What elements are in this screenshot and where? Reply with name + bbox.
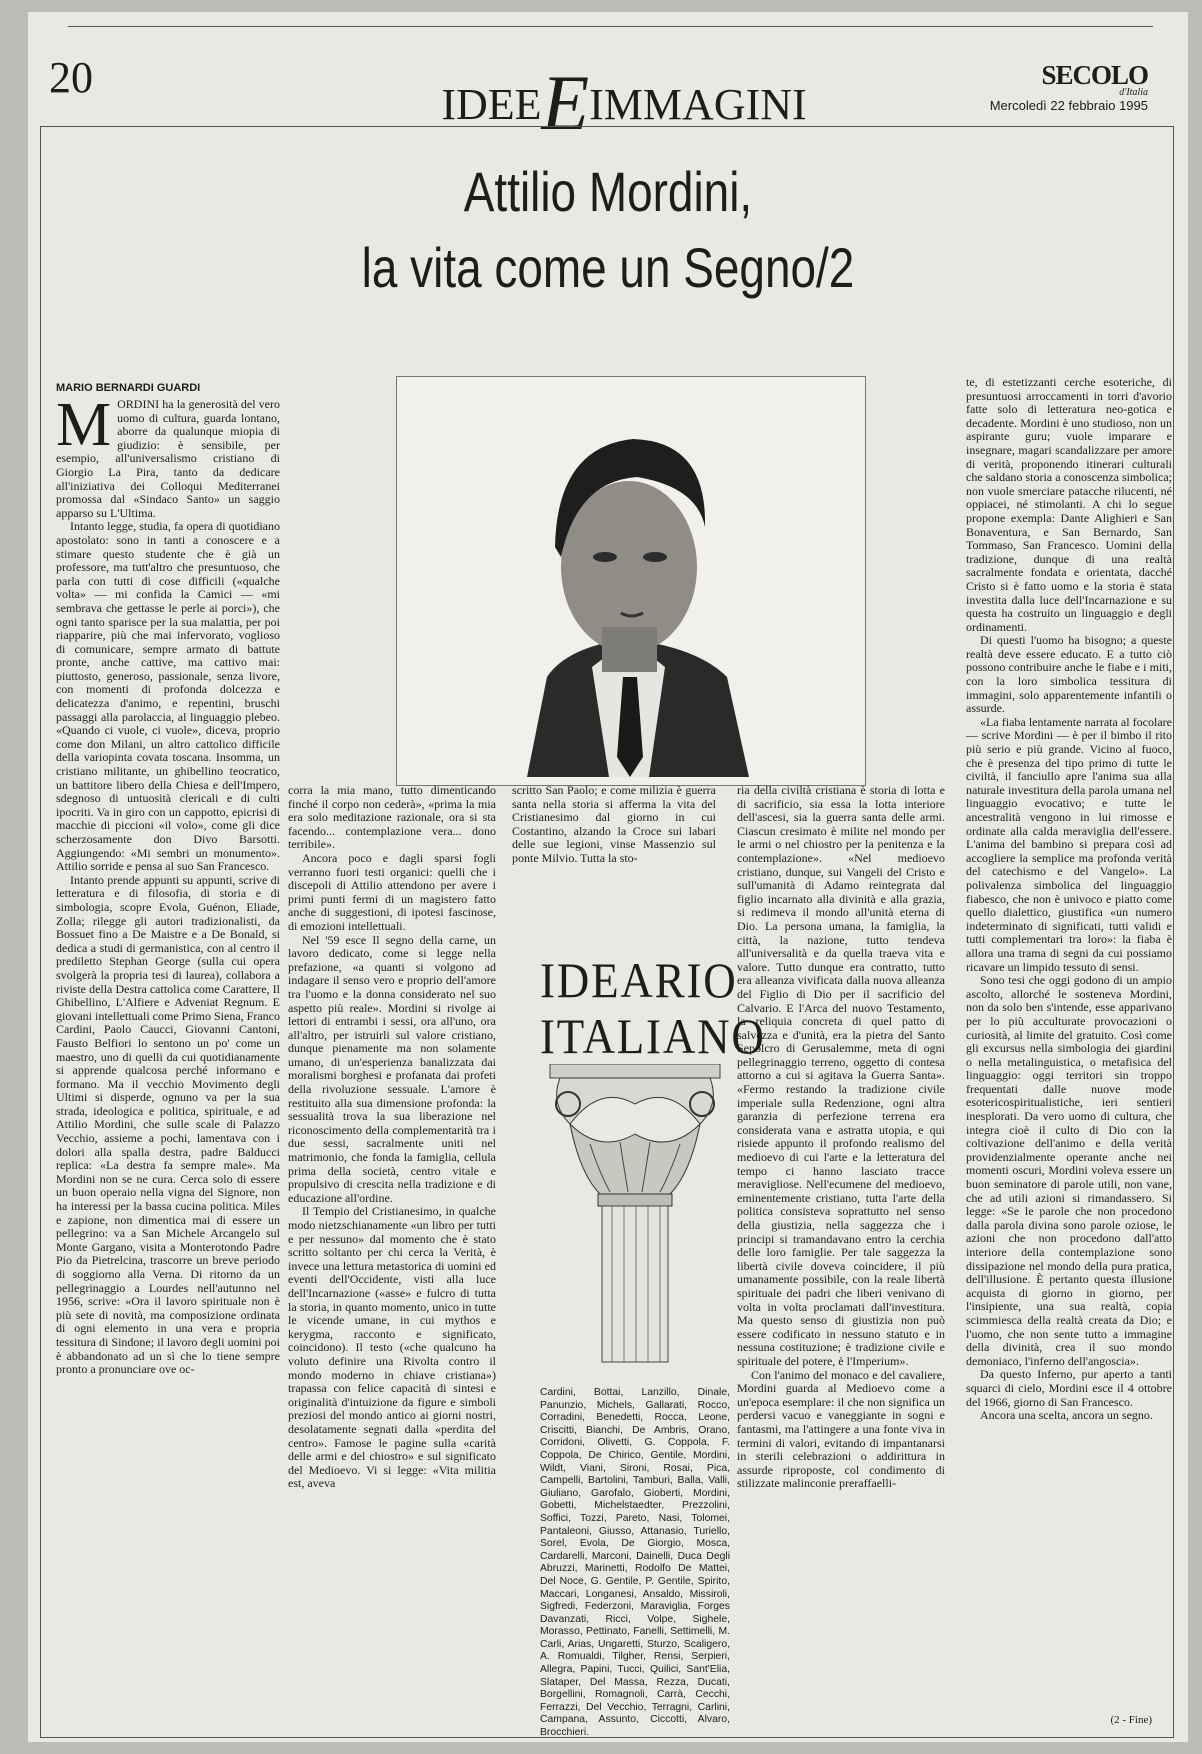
- col5-paragraph-6: Ancora una scelta, ancora un segno.: [980, 1408, 1153, 1423]
- col5-paragraph-1: te, di estetizzanti cerche esoteriche, di presuntuosi arroccamenti in torri d'avorio fatte solo di letteratura neo-gotica e decadente. Mordini è uno studioso, non un aspirante guru; vuole imparare e insegnare, magari scandalizzare per amore di verità, proponendo itinerari culturali che saldano storia a conoscenza simbolica; non vuole smerciare patacche rilucenti, né oppiacei, né stimolanti. A chi lo segue propone exempla: Dante Alighieri e San Bonaventura, e San Bernardo, San Tommaso, San Francesco. Uomini della tradizione, dunque di una realtà sacralmente fondata e orientata, dacché Cristo si è fatto uomo e la storia è stata investita dalla luce dell'Incarnazione e su questa ha costruito un linguaggio e degli ordinamenti.: [966, 376, 1172, 634]
- portrait-image: [397, 377, 865, 785]
- col5-paragraph-4: Sono tesi che oggi godono di un ampio ascolto, allorché le sosteneva Mordini, non da solo ben s'intende, esse apparivano per lo più acculturate provocazioni o curiosità, al limite del gratuito. Così come gli excursus nella simbologia dei giardini o nella metalinguistica, o metafisica del linguaggio: oggi territori sin troppo frequentati dalle nuove mode esotericospiritualistiche, ieri sentieri inesplorati. Da vero uomo di cultura, che integra cioè il culto di Dio con la coltivazione dell'animo e della verità providenzialmente operante anche nei momenti oscuri, Mordini voleva essere un buon seminatore di parole utili, non vane, che ad utili azioni si rimandassero. Si legge: «Se le parole che non procedono dalla parola divina sono parole oziose, le azioni che non procedono dall'atto interiore della contemplazione sono dissipazione nel mondo della pura pratica, dell'illusione. È pertanto questa illusione acquista di giorno in giorno, per l'insipiente, una sua realtà, copia scimmiesca della realtà creata da Dio; e l'uomo, che non sente tutto a immagine della divinità, crea il suo mondo demoniaco, l'inferno dell'angoscia».: [966, 973, 1172, 1368]
- byline: MARIO BERNARDI GUARDI: [56, 382, 201, 394]
- col2-paragraph-1: corra la mia mano, tutto dimenticando finché il corpo non cederà», «prima la mia era solo meditazione razionale, ora si sta facendo... contemplazione vera... dono terribile».: [288, 784, 496, 852]
- masthead: [990, 60, 1148, 113]
- ideario-title-1: IDEARIO: [540, 952, 738, 1008]
- column-1: [56, 398, 280, 1708]
- section-e: E: [541, 59, 590, 146]
- col4-paragraph-2: Con l'animo del monaco e del cavaliere, Mordini guarda al Medioevo come a un'epoca esemplare: il che non significa un perdersi vacuo e vaneggiante in sogni e fantasmi, ma l'attingere a una fonte viva in termini di valori, evitando di impantanarsi in sterili celebrazioni o addirittura in assurde riproposte, col condimento di stilizzate malinconie preraffaelli-: [737, 1367, 945, 1491]
- section-header: [384, 48, 864, 146]
- portrait-photo: [396, 376, 866, 786]
- col5-paragraph-3: «La fiaba lentamente narrata al focolare — scrive Mordini — è per il bimbo il rito più serio e più grande. Vicino al fuoco, che è presenza del tipo primo di tutte le civiltà, il fanciullo apre l'anima sua alla naturale investitura della parola umana nel linguaggio evocativo; e tutte le ancestralità vengono in lui rimosse e ordinate alla calda meraviglia dell'essere. L'anima del bambino si prepara così ad accogliere la semplice ma profonda verità del catechismo e del Vangelo». La polivalenza simbolica del linguaggio fiabesco, che non è univoco e piatto come quello dialettico, giustifica «un numero indeterminato di significati, tutti validi e tutti complementari tra loro»: la fiaba è allora una trama di segni da cui possiamo ricavare un limpido tessuto di sensi.: [966, 714, 1172, 974]
- col5-paragraph-2: Di questi l'uomo ha bisogno; a queste realtà deve essere educato. E a tutto ciò possono contribuire anche le fiabe e i miti, con la loro simbolica tessitura di immagini, solo apparentemente infantili o assurde.: [966, 633, 1172, 716]
- newspaper-page: [28, 12, 1188, 1742]
- top-rule: [68, 26, 1153, 27]
- masthead-name: SECOLO: [1041, 60, 1148, 90]
- page-number: 20: [49, 53, 93, 102]
- section-right: IMMAGINI: [589, 80, 807, 129]
- column-2: [288, 784, 496, 1708]
- title-line-2: la vita come un Segno/2: [361, 236, 855, 299]
- col1-paragraph-1: ORDINI ha la generosità del vero uomo di cultura, guarda lontano, aborre da qualunque miopia di giudizio: è sensibile, per esempio, all'universalismo cristiano di Giorgio La Pira, tanto da dedicare all'iniziativa dei Colloqui Mediterranei promossa dal «Sindaco Santo» un saggio apparso su L'Ultima.: [56, 398, 280, 520]
- ideario-box: [540, 952, 766, 1740]
- col2-paragraph-2: Ancora poco e dagli sparsi fogli verranno fuori testi organici: quelli che i discepoli di Attilio attendono per avere i primi punti fermi di un magistero fatto anche di suggestioni, di ipotesi fascinose, di emozioni intellettuali.: [288, 850, 496, 933]
- column-5: [966, 376, 1172, 1708]
- col1-paragraph-3: Intanto prende appunti su appunti, scrive di letteratura e di filosofia, di storia e di simbologia, scopre Evola, Guénon, Eliade, Zolla; rilegge gli autori tradizionalisti, da Bossuet fino a De Maistre e a De Bonald, si dedica a studi di germanistica, con al centro il prediletto Stephan George (sulla cui opera svolgerà la propria tesi di laurea), collabora a riviste della Destra cattolica come Carattere, Il Ghibellino, L'Alfiere e Adveniat Regnum. E giovani intellettuali come Primo Siena, Franco Cardini, Paolo Caucci, Giovanni Cantoni, Fausto Belfiori lo sentono un po' come un maestro, uno di quelli da cui quotidianamente si apprende qualcosa perché informano e formano. Ma il vecchio Movimento degli Ultimi si disperde, ognuno va per la sua strada, ideologica e politica, spirituale, e ad Attilio Mordini, che sulle scale di Palazzo Vecchio, assieme a pochi, lamentava con i dolori alla spalla destra, padre Balducci replica: «La destra fa sempre male». Ma Mordini non se ne cura. Cerca solo di essere un buon operaio nella vigna del Signore, non ha interessi per la bassa cucina politica. Miles e zapione, non dimentica mai di essere un pellegrino: va a San Michele Arcangelo sul Monte Gargano, visita a Monterotondo Padre Pio da Pietrelcina, trascorre un breve periodo di soggiorno alla Verna. Di ritorno da un pellegrinaggio a Lourdes nell'autunno nel 1956, scrive: «Ora il lavoro spirituale non è più sete di novità, ma composizione ordinata di ogni elemento in una vera e propria tessitura di Sindone; il lavoro degli uomini poi è abbandonato ad un sì che lo tiene sempre pronto a pronunciare ove oc-: [56, 872, 280, 1377]
- masthead-sub: d'Italia: [1119, 87, 1148, 98]
- title-line-1: Attilio Mordini,: [463, 160, 753, 223]
- column-capital-icon: [540, 1064, 730, 1364]
- col4-paragraph-1: ria della civiltà cristiana è storia di lotta e di sacrificio, sia essa la lotta interiore dell'ascesi, sia la guerra santa delle armi. Ciascun cresimato è milite nel mondo per le armi o nel chiostro per la penitenza e la contemplazione». «Nel medioevo cristiano, dunque, sui Vangeli del Cristo e sull'umanità di Adamo reintegrata dal figlio incarnato alla divinità e alla grazia, si redimeva il mondo all'unità eterna di Dio. La persona umana, la famiglia, la città, la nazione, tutto tendeva all'universalità e da quella traeva vita e valore. Tutto dunque era contratto, tutto era alleanza vivificata dalla nuova alleanza del Figlio di Dio per il sacrificio del Calvario. E l'Arca del nuovo Testamento, la reliquia concreta di quel patto di salvezza e d'unità, era la pietra del Santo Sepolcro di Gerusalemme, meta di ogni pellegrinaggio terreno, oggetto di contesa attorno a cui si agitava la Guerra Santa». «Fermo restando la tradizione civile imperiale sulla Redenzione, ogni altra garanzia di perfezione terrena era considerata vana e astratta utopia, e qui risiede appunto il profondo realismo del medioevo di cui l'arte e la letteratura del tempo ci hanno lasciato tracce meravigliose. Nell'ecumene del medioevo, eminentemente cristiano, tutta l'arte della politica consisteva soprattutto nel senso della giustizia, nella saggezza che i principi si tramandavano entro la cerchia delle loro famiglie. Per tale saggezza la libertà civile doveva coincidere, il più umanamente possibile, con la reale libertà spirituale dei padri che liberi venivano di volta in volta proclamati dall'investitura. Ma questo senso di giustizia non può essere codificato in nessuno statuto e in nessuna costituzione; è tradizione civile e spirituale del potere, è l'Imperium».: [737, 784, 945, 1368]
- article-title: [313, 154, 903, 306]
- continuation-note: (2 - Fine): [1110, 1714, 1152, 1726]
- col3-paragraph-1: scritto San Paolo; e come milizia è guerra santa nella storia si afferma la vita del Cristianesimo dal giorno in cui Costantino, alzando la Croce sui labari delle sue legioni, vinse Massenzio sul ponte Milvio. Tutta la sto-: [512, 784, 716, 865]
- ideario-authors: Cardini, Bottai, Lanzillo, Dinale, Panunzio, Michels, Gallarati, Rocco, Corradini, Benedetti, Rocca, Leone, Criscitti, Bianchi, De Ambris, Orano, Corridoni, Olivetti, G. Coppola, F. Coppola, De Chirico, Gentile, Mordini, Wildt, Viani, Sironi, Rosai, Pica, Campelli, Bartolini, Tamburi, Balla, Valli, Giuliano, Garofalo, Gioberti, Mordini, Gobetti, Michelstaedter, Prezzolini, Soffici, Tozzi, Pareto, Nasi, Tolomei, Pantaleoni, Giusso, Attanasio, Turiello, Sorel, Evola, De Giorgio, Mosca, Cardarelli, Marconi, Dainelli, Duca Degli Abruzzi, Marinetti, Rodolfo De Mattei, Del Noce, G. Gentile, P. Gentile, Spirito, Maccari, Longanesi, Ansaldo, Missiroli, Sigfredi, Federzoni, Maraviglia, Forges Davanzati, Ricci, Volpe, Sighele, Morasso, Pettinato, Fanelli, Settimelli, M. Carli, Arias, Ungaretti, Sturzo, Scaligero, A. Romualdi, Tilgher, Rensi, Serpieri, Allegra, Papini, Tucci, Quilici, Sant'Elia, Slataper, Del Massa, Rezza, Ducati, Borgellini, Romagnoli, Carrà, Cecchi, Ferrazzi, Del Vecchio, Terragni, Carlini, Campana, Assunto, Ciccotti, Alvaro, Brocchieri.: [540, 1387, 730, 1739]
- column-3-text: [512, 784, 716, 944]
- col2-paragraph-3: Nel '59 esce Il segno della carne, un lavoro dedicato, come si legge nella prefazione, «a quanti si volgono ad indagare il senso vero e proprio dell'amore tra l'uomo e la donna considerato nel suo aspetto più reale». Mordini si rivolge ai lettori di entrambi i sessi, ora all'uno, ora all'altro, per istruirli sul valore cristiano, dunque pienamente ma non solamente umano, di un'esperienza banalizzata dai moralismi borghesi e profanata dai profeti della rivoluzione sessuale. L'amore è restituito alla sua dimensione profonda: la sessualità trova la sua liberazione nel riconoscimento della complementarità tra i due sessi, sacralmente uniti nel matrimonio, che fonda la famiglia, cellula prima della società, centro vitale e propulsivo di crescita nella tradizione e di educazione all'ordine.: [288, 932, 496, 1205]
- section-left: IDEE: [441, 80, 542, 129]
- col1-paragraph-2: Intanto legge, studia, fa opera di quotidiano apostolato: sono in tanti a conoscere e a stimare questo studente che è già un professore, ma tutt'altro che presuntuoso, che parla con tutti di cose difficili («qualche volta» — mi confida la Camici — «mi sembrava che gettasse le perle ai porci»), che ogni tanto sparisce per la sua malattia, per poi riapparire, più che mai infervorato, voglioso di comunicare, sempre armato di battute pronte, anche cattive, ma cattivo mai: piuttosto, generoso, passionale, senza livore, con momenti di profonda dolcezza e delicatezza d'animo, e repentini, bruschi passaggi alla parolaccia, al linguaggio plebeo. «Quando ci vuole, ci vuole», diceva, proprio come don Milani, un altro cattolico difficile della variopinta covata toscana. Insomma, un cristiano militante, un ghibellino teocratico, un battitore libero della Chiesa e dell'Impero, sdegnoso di untuosità clericali e di culti ipocriti. Va in giro con un cappotto, epicrisi di macchie di piccioni «il volo», come gli dice scherzosamente don Divo Barsotti. Aggiungendo: «Mi sembri un monumento». Attilio sorride e pensa al suo San Francesco.: [56, 519, 280, 874]
- col5-paragraph-5: Da questo Inferno, pur aperto a tanti squarci di cielo, Mordini esce il 4 ottobre del 1966, giorno di San Francesco.: [966, 1367, 1172, 1409]
- col2-paragraph-4: Il Tempio del Cristianesimo, in qualche modo nietzschianamente «un libro per tutti e per nessuno» dal momento che è stato scritto soltanto per chi cerca la Verità, è invece una lettura metastorica di uomini ed eventi dell'Occidente, visti alla luce dell'Incarnazione («asse» e fulcro di tutta la storia, in quanto momento, unico in tutte le vicende umane, in cui mythos e kerygma, racconto e significato, coincidono). Il testo («che qualcuno ha voluto definire una Rivolta contro il mondo moderno in chiave cristiana») trapassa con felice capacità di sintesi e originalità d'intuizione da figure e simboli preziosi del mondo antico ai giorni nostri, desolatamente segnati dalla «perdita del centro». Famose le pagine sulla «carità delle armi e del chiostro» e sul significato del Medioevo. Vi si legge: «Vita militia est, aveva: [288, 1204, 496, 1491]
- issue-date: Mercoledì 22 febbraio 1995: [989, 98, 1148, 113]
- ideario-title-2: ITALIANO: [540, 1008, 766, 1064]
- drop-cap: M: [56, 398, 112, 459]
- column-4: [737, 784, 945, 1708]
